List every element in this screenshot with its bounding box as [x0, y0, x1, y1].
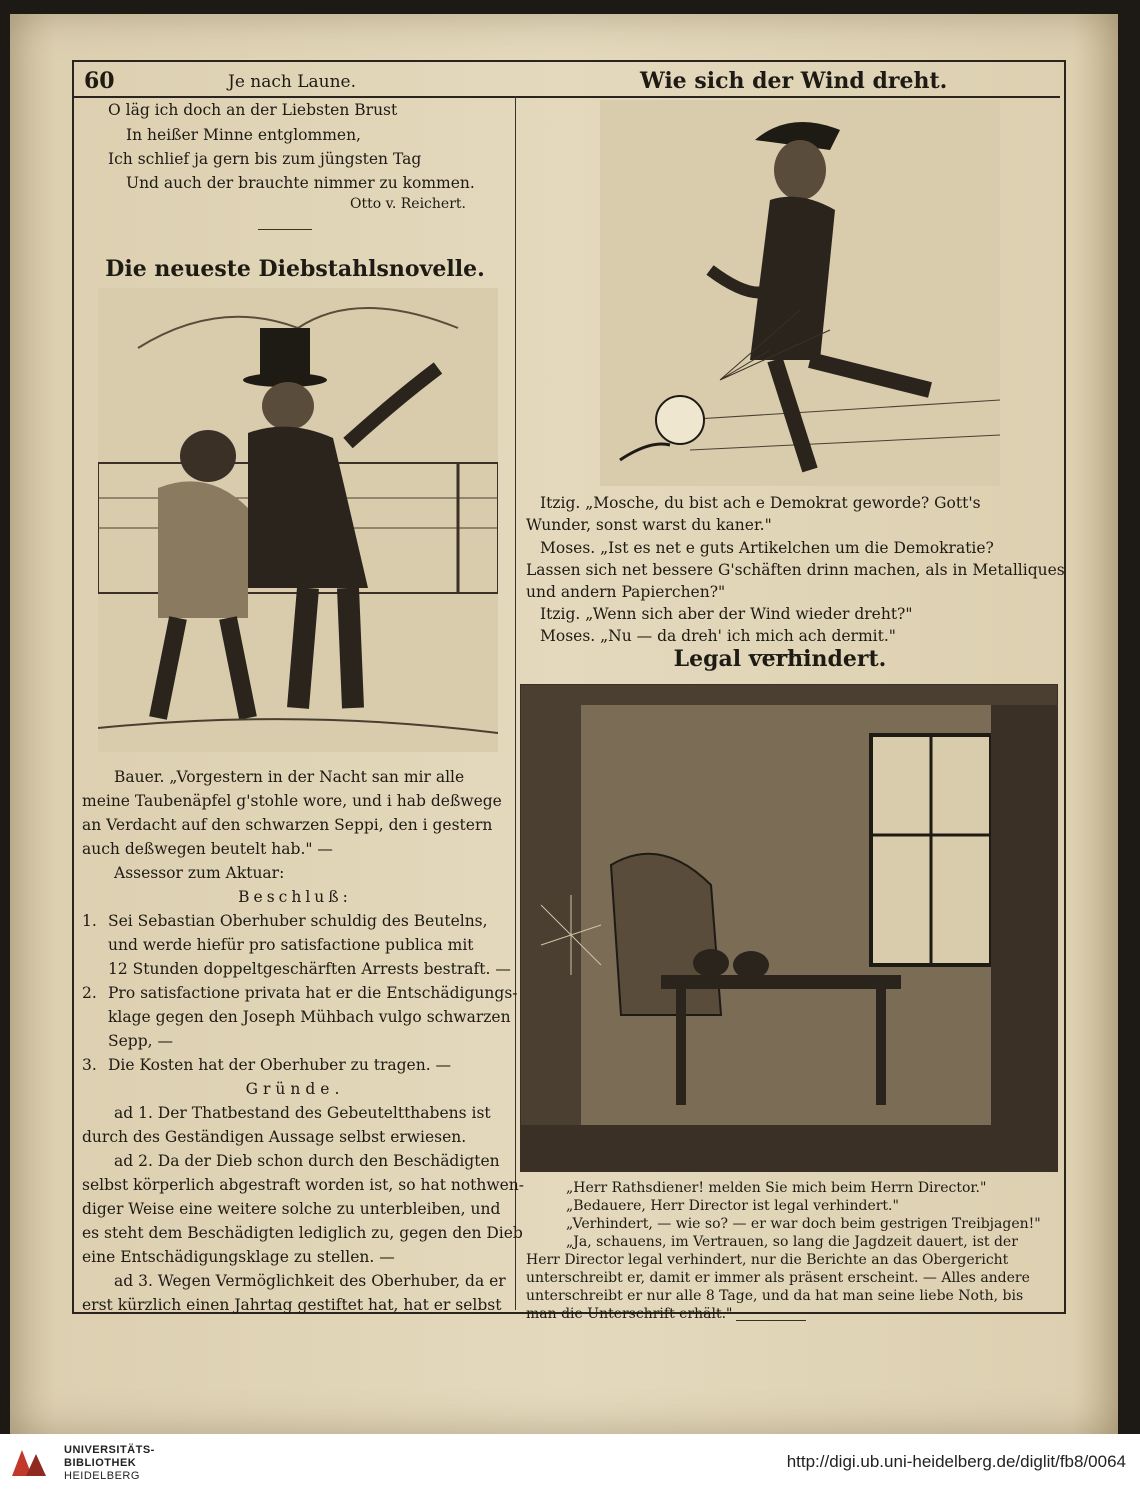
body-line: an Verdacht auf den schwarzen Seppi, den i gestern: [82, 816, 493, 834]
body-line: meine Taubenäpfel g'stohle wore, und i hab deßwege: [82, 792, 502, 810]
dialogue-line: „Verhindert, — wie so? — er war doch beim gestrigen Treibjagen!": [566, 1216, 1041, 1232]
dialogue-line: Itzig. „Wenn sich aber der Wind wieder dreht?": [540, 605, 913, 623]
poem-line: In heißer Minne entglommen,: [126, 126, 361, 144]
poem-author: Otto v. Reichert.: [350, 196, 466, 212]
dialogue-line: „Herr Rathsdiener! melden Sie mich beim Herrn Director.": [566, 1180, 987, 1196]
dialogue-line: und andern Papierchen?": [526, 583, 726, 601]
gruende-heading: Gründe.: [245, 1080, 345, 1098]
running-title: Je nach Laune.: [228, 72, 357, 92]
page-number: 60: [84, 68, 115, 94]
body-line: ad 1. Der Thatbestand des Gebeuteltthabens ist: [114, 1104, 491, 1122]
illustration-man-in-wind: [600, 100, 1000, 486]
body-line: es steht dem Beschädigten lediglich zu, gegen den Dieb: [82, 1224, 523, 1242]
dialogue-line: „Ja, schauens, im Vertrauen, so lang die Jagdzeit dauert, ist der: [566, 1234, 1018, 1250]
separator-rule: [258, 229, 312, 230]
source-url-link[interactable]: http://digi.ub.uni-heidelberg.de/diglit/fb8/0064: [786, 1452, 1126, 1471]
column-divider: [515, 96, 516, 1310]
dialogue-line: unterschreibt er, damit er immer als präsent erscheint. — Alles andere: [526, 1270, 1030, 1286]
item-line: klage gegen den Joseph Mühbach vulgo schwarzen: [108, 1008, 511, 1026]
item-number: 2.: [82, 984, 97, 1002]
body-line: selbst körperlich abgestraft worden ist, so hat nothwen-: [82, 1176, 525, 1194]
item-line: Die Kosten hat der Oberhuber zu tragen. —: [108, 1056, 452, 1074]
item-line: 12 Stunden doppeltgeschärften Arrests bestraft. —: [108, 960, 511, 978]
dialogue-line: „Bedauere, Herr Director ist legal verhindert.": [566, 1198, 899, 1214]
item-number: 1.: [82, 912, 97, 930]
illustration-office-cobwebs: [520, 684, 1058, 1172]
dialogue-line: Moses. „Ist es net e guts Artikelchen um die Demokratie?: [540, 539, 994, 557]
footer-bar: [0, 1434, 1140, 1491]
dialogue-line: Wunder, sonst warst du kaner.": [526, 516, 772, 534]
item-line: und werde hiefür pro satisfactione publica mit: [108, 936, 474, 954]
separator-rule: [736, 1320, 806, 1321]
body-line: auch deßwegen beutelt hab." —: [82, 840, 333, 858]
dialogue-line: Herr Director legal verhindert, nur die Berichte an das Obergericht: [526, 1252, 1009, 1268]
body-line: ad 2. Da der Dieb schon durch den Beschädigten: [114, 1152, 500, 1170]
body-line: diger Weise eine weitere solche zu unterbleiben, und: [82, 1200, 501, 1218]
dialogue-line: man die Unterschrift erhält.": [526, 1306, 733, 1322]
library-name: UNIVERSITÄTS-: [64, 1444, 155, 1456]
poem-line: Ich schlief ja gern bis zum jüngsten Tag: [108, 150, 422, 168]
body-line: durch des Geständigen Aussage selbst erwiesen.: [82, 1128, 467, 1146]
illustration-farmer-and-thief: [98, 288, 498, 752]
article-title-diebstahl: Die neueste Diebstahlsnovelle.: [105, 256, 485, 282]
body-line: eine Entschädigungsklage zu stellen. —: [82, 1248, 395, 1266]
poem-line: Und auch der brauchte nimmer zu kommen.: [126, 174, 475, 192]
poem-line: O läg ich doch an der Liebsten Brust: [108, 101, 398, 119]
dialogue-line: unterschreibt er nur alle 8 Tage, und da hat man seine liebe Noth, bis: [526, 1288, 1024, 1304]
header-rule: [74, 96, 1060, 98]
dialogue-line: Itzig. „Mosche, du bist ach e Demokrat geworde? Gott's: [540, 494, 981, 512]
beschluss-heading: Beschluß:: [238, 888, 352, 906]
item-line: Sei Sebastian Oberhuber schuldig des Beutelns,: [108, 912, 488, 930]
item-line: Sepp, —: [108, 1032, 173, 1050]
dialogue-line: Moses. „Nu — da dreh' ich mich ach dermit.": [540, 627, 896, 645]
body-line: ad 3. Wegen Vermöglichkeit des Oberhuber, da er: [114, 1272, 506, 1290]
article-title-legal: Legal verhindert.: [673, 646, 887, 672]
body-line: Bauer. „Vorgestern in der Nacht san mir alle: [114, 768, 465, 786]
item-number: 3.: [82, 1056, 97, 1074]
article-title-wind: Wie sich der Wind dreht.: [640, 68, 948, 94]
dialogue-line: Lassen sich net bessere G'schäften drinn machen, als in Metalliques: [526, 561, 1065, 579]
library-name: BIBLIOTHEK: [64, 1457, 137, 1469]
body-line: erst kürzlich einen Jahrtag gestiftet hat, hat er selbst: [82, 1296, 502, 1314]
assessor-line: Assessor zum Aktuar:: [114, 864, 285, 882]
university-logo-icon: [10, 1446, 50, 1478]
library-name: HEIDELBERG: [64, 1470, 140, 1482]
item-line: Pro satisfactione privata hat er die Entschädigungs-: [108, 984, 518, 1002]
